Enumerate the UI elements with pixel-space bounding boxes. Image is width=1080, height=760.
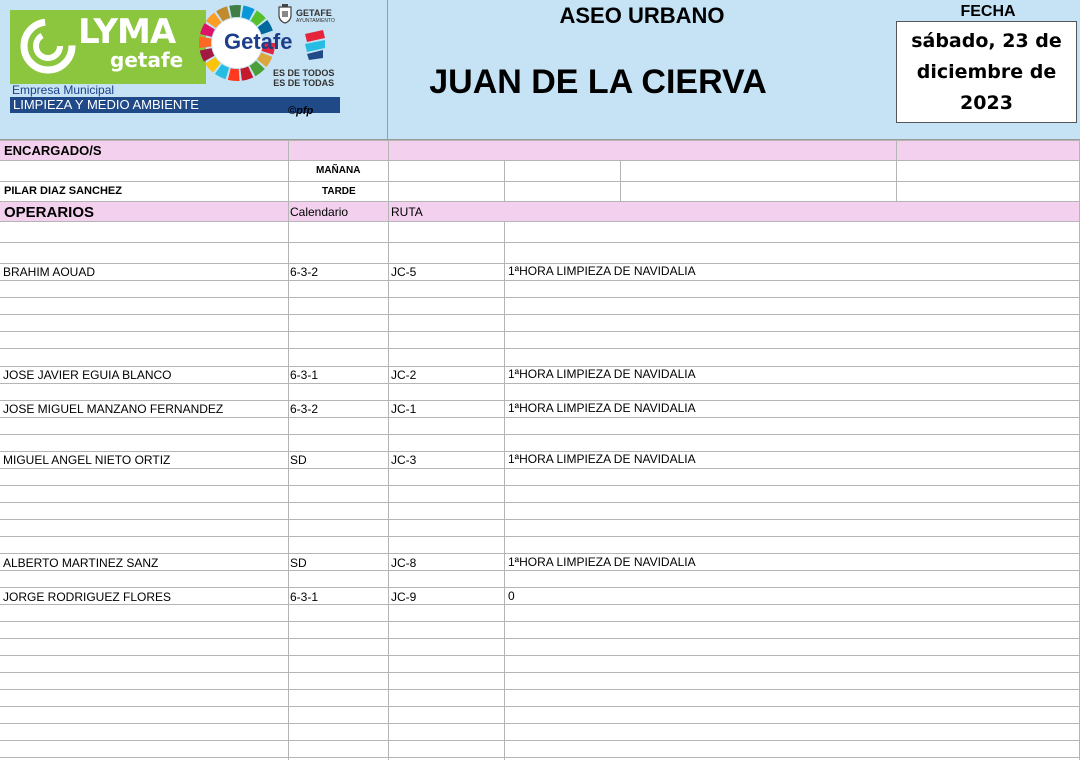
city-logo-word: Getafe	[224, 29, 293, 54]
operario-calendario[interactable]: SD	[290, 556, 307, 570]
ayuntamiento-sub: AYUNTAMIENTO	[296, 18, 335, 24]
grid-line	[0, 314, 1080, 315]
grid-line	[0, 723, 1080, 724]
grid-line	[0, 706, 1080, 707]
grid-line	[0, 655, 1080, 656]
logo-area	[0, 0, 388, 139]
operarios-band	[0, 202, 1080, 221]
operario-ruta[interactable]: JC-5	[391, 265, 417, 279]
operario-name[interactable]: JOSE MIGUEL MANZANO FERNANDEZ	[3, 402, 224, 416]
lyma-logo-word: LYMA	[78, 12, 176, 52]
operario-name[interactable]: JOSE JAVIER EGUIA BLANCO	[3, 368, 172, 382]
grid-line	[0, 297, 1080, 298]
grid-line	[0, 553, 1080, 554]
encargados-label: ENCARGADO/S	[4, 143, 102, 158]
grid-line	[0, 417, 1080, 418]
grid-line	[0, 280, 1080, 281]
grid-line	[0, 181, 1080, 182]
operario-ruta[interactable]: JC-9	[391, 590, 417, 604]
slogan-line-2: ES DE TODAS	[273, 78, 335, 88]
page-subtitle: JUAN DE LA CIERVA	[429, 63, 767, 101]
coat-of-arms-icon	[277, 4, 293, 24]
encargado-name[interactable]: PILAR DIAZ SANCHEZ	[4, 185, 122, 197]
operario-calendario[interactable]: SD	[290, 453, 307, 467]
grid-line	[388, 140, 389, 760]
grid-line	[0, 242, 1080, 243]
grid-line	[0, 485, 1080, 486]
grid-line	[0, 638, 1080, 639]
empresa-bar: LIMPIEZA Y MEDIO AMBIENTE	[10, 97, 340, 113]
grid-line	[0, 160, 1080, 161]
flag-icon	[303, 30, 327, 60]
manana-label: MAÑANA	[316, 165, 361, 176]
grid-line	[0, 331, 1080, 332]
page-title: ASEO URBANO	[559, 3, 725, 28]
grid-line	[0, 434, 1080, 435]
tarde-label: TARDE	[322, 186, 356, 197]
operario-calendario[interactable]: 6-3-1	[290, 368, 319, 382]
swirl-icon	[18, 16, 78, 76]
operario-tarea[interactable]: 1ªHORA LIMPIEZA DE NAVIDALIA	[508, 264, 696, 278]
fecha-label: FECHA	[960, 3, 1016, 20]
credit-label: ©pfp	[288, 105, 314, 117]
ayuntamiento-name: GETAFE	[296, 8, 332, 18]
operario-tarea[interactable]: 1ªHORA LIMPIEZA DE NAVIDALIA	[508, 367, 696, 381]
slogan-line-1: ES DE TODOS	[273, 68, 335, 78]
operario-ruta[interactable]: JC-2	[391, 368, 417, 382]
grid-line	[0, 468, 1080, 469]
fecha-value[interactable]: sábado, 23 de diciembre de 2023	[896, 21, 1077, 123]
col-ruta-header: RUTA	[391, 205, 423, 219]
grid-line	[0, 502, 1080, 503]
operario-calendario[interactable]: 6-3-1	[290, 590, 319, 604]
col-calendario-header: Calendario	[290, 205, 349, 219]
grid-line	[0, 570, 1080, 571]
grid-line	[0, 587, 1080, 588]
operario-tarea[interactable]: 0	[508, 589, 515, 603]
grid-line	[504, 221, 505, 760]
operario-ruta[interactable]: JC-3	[391, 453, 417, 467]
slogan	[273, 68, 334, 88]
grid-line	[0, 621, 1080, 622]
grid-line	[0, 757, 1080, 758]
operario-tarea[interactable]: 1ªHORA LIMPIEZA DE NAVIDALIA	[508, 555, 696, 569]
operario-ruta[interactable]: JC-1	[391, 402, 417, 416]
lyma-logo	[10, 10, 206, 84]
grid-line	[0, 519, 1080, 520]
grid-line	[0, 689, 1080, 690]
operario-name[interactable]: ALBERTO MARTINEZ SANZ	[3, 556, 159, 570]
operario-tarea[interactable]: 1ªHORA LIMPIEZA DE NAVIDALIA	[508, 401, 696, 415]
grid-line	[0, 604, 1080, 605]
grid-line	[0, 536, 1080, 537]
grid-line	[0, 740, 1080, 741]
lyma-logo-sub: getafe	[110, 48, 184, 72]
operario-calendario[interactable]: 6-3-2	[290, 265, 319, 279]
operario-name[interactable]: JORGE RODRIGUEZ FLORES	[3, 590, 172, 604]
operario-name[interactable]: MIGUEL ANGEL NIETO ORTIZ	[3, 453, 171, 467]
grid-line	[620, 160, 621, 202]
header-band	[0, 0, 1080, 140]
operarios-label: OPERARIOS	[4, 204, 95, 221]
grid-line	[288, 140, 289, 760]
grid-line	[0, 221, 1080, 222]
encargados-band	[0, 141, 1080, 160]
grid-line	[0, 348, 1080, 349]
grid-line	[0, 383, 1080, 384]
grid-line	[504, 160, 505, 202]
grid-line	[0, 672, 1080, 673]
empresa-label: Empresa Municipal	[12, 83, 115, 97]
operario-tarea[interactable]: 1ªHORA LIMPIEZA DE NAVIDALIA	[508, 452, 696, 466]
operario-calendario[interactable]: 6-3-2	[290, 402, 319, 416]
operario-name[interactable]: BRAHIM AOUAD	[3, 265, 96, 279]
operario-ruta[interactable]: JC-8	[391, 556, 417, 570]
